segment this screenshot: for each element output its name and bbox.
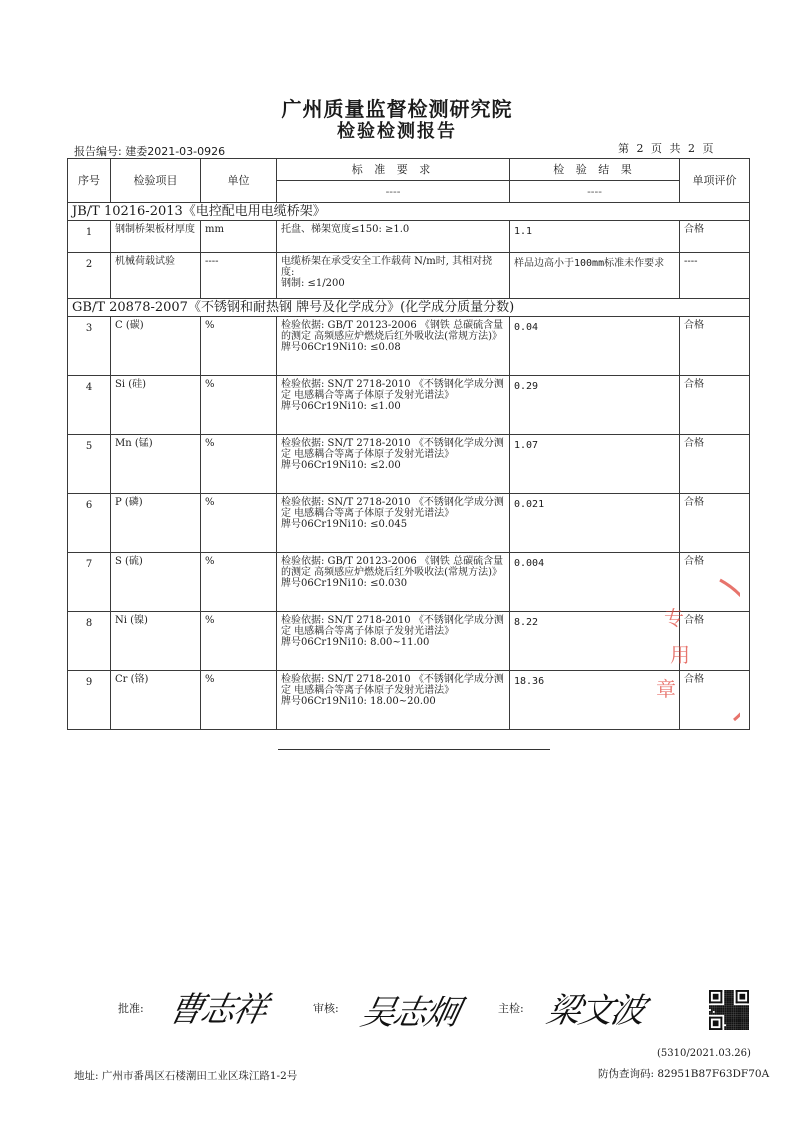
row-item: 机械荷载试验 <box>111 253 201 299</box>
row-requirement: 检验依据: SN/T 2718-2010 《不锈钢化学成分测定 电感耦合等离子体原子发射光谱法》 牌号06Cr19Ni10: 18.00~20.00 <box>277 671 510 730</box>
row-unit: % <box>201 317 277 376</box>
row-requirement: 电缆桥架在承受安全工作载荷 N/m时, 其相对挠度: 钢制: ≤1/200 <box>277 253 510 299</box>
row-result: 18.36 <box>510 671 680 730</box>
seal-char-1: 专 <box>664 606 684 630</box>
row-evaluation: 合格 <box>680 435 750 494</box>
row-unit: ---- <box>201 253 277 299</box>
row-seq: 2 <box>68 253 111 299</box>
table-row <box>68 435 750 494</box>
row-result: 0.29 <box>510 376 680 435</box>
chief-label: 主检: <box>498 1002 524 1015</box>
row-item: P (磷) <box>111 494 201 553</box>
row-evaluation: 合格 <box>680 317 750 376</box>
row-result: 0.04 <box>510 317 680 376</box>
row-result: 1.07 <box>510 435 680 494</box>
table-row <box>68 253 750 299</box>
table-row <box>68 221 750 253</box>
row-item: Ni (镍) <box>111 612 201 671</box>
col-evaluation: 单项评价 <box>680 159 750 203</box>
qr-code-icon <box>709 990 749 1030</box>
row-requirement: 检验依据: GB/T 20123-2006 《钢铁 总碳硫含量的测定 高频感应炉燃烧后红外吸收法(常规方法)》 牌号06Cr19Ni10: ≤0.030 <box>277 553 510 612</box>
row-unit: % <box>201 671 277 730</box>
row-unit: % <box>201 494 277 553</box>
seal-char-2: 用 <box>670 643 690 667</box>
report-code: (5310/2021.03.26) <box>657 1048 751 1059</box>
row-item: Mn (锰) <box>111 435 201 494</box>
row-result: 8.22 <box>510 612 680 671</box>
row-result: 样品边高小于100mm标准未作要求 <box>510 253 680 299</box>
row-evaluation: 合格 <box>680 376 750 435</box>
approve-signature: 曹志祥 <box>165 990 270 1030</box>
row-unit: mm <box>201 221 277 253</box>
col-requirement-sub: ---- <box>277 181 510 203</box>
row-item: 钢制桥架板材厚度 <box>111 221 201 253</box>
col-unit: 单位 <box>201 159 277 203</box>
col-seq: 序号 <box>68 159 111 203</box>
standard-heading: JB/T 10216-2013《电控配电用电缆桥架》 <box>68 203 750 221</box>
chief-signature: 梁文波 <box>543 991 648 1031</box>
col-item: 检验项目 <box>111 159 201 203</box>
review-signature: 吴志炯 <box>357 993 462 1033</box>
row-requirement: 检验依据: SN/T 2718-2010 《不锈钢化学成分测定 电感耦合等离子体原子发射光谱法》 牌号06Cr19Ni10: ≤1.00 <box>277 376 510 435</box>
anti-fake-code: 防伪查询码: 82951B87F63DF70A <box>598 1068 770 1080</box>
row-requirement: 托盘、梯架宽度≤150: ≥1.0 <box>277 221 510 253</box>
row-unit: % <box>201 553 277 612</box>
row-seq: 3 <box>68 317 111 376</box>
row-seq: 8 <box>68 612 111 671</box>
row-seq: 1 <box>68 221 111 253</box>
official-seal-icon <box>630 570 740 730</box>
row-evaluation: 合格 <box>680 494 750 553</box>
row-item: Cr (铬) <box>111 671 201 730</box>
row-seq: 6 <box>68 494 111 553</box>
row-requirement: 检验依据: SN/T 2718-2010 《不锈钢化学成分测定 电感耦合等离子体原子发射光谱法》 牌号06Cr19Ni10: ≤0.045 <box>277 494 510 553</box>
row-result: 1.1 <box>510 221 680 253</box>
row-unit: % <box>201 612 277 671</box>
row-result: 0.004 <box>510 553 680 612</box>
row-seq: 5 <box>68 435 111 494</box>
row-unit: % <box>201 435 277 494</box>
row-evaluation: 合格 <box>680 671 750 730</box>
row-item: C (碳) <box>111 317 201 376</box>
col-requirement: 标 准 要 求 <box>277 159 510 181</box>
row-evaluation: 合格 <box>680 221 750 253</box>
row-evaluation: 合格 <box>680 612 750 671</box>
row-item: Si (硅) <box>111 376 201 435</box>
row-requirement: 检验依据: SN/T 2718-2010 《不锈钢化学成分测定 电感耦合等离子体原子发射光谱法》 牌号06Cr19Ni10: ≤2.00 <box>277 435 510 494</box>
page-info: 第 2 页 共 2 页 <box>618 142 716 155</box>
row-seq: 4 <box>68 376 111 435</box>
seal-char-3: 章 <box>656 677 676 701</box>
address: 地址: 广州市番禺区石楼潮田工业区珠江路1-2号 <box>74 1070 298 1082</box>
report-title: 检验检测报告 <box>337 121 457 142</box>
review-label: 审核: <box>313 1002 339 1015</box>
approve-label: 批准: <box>118 1002 144 1015</box>
row-unit: % <box>201 376 277 435</box>
row-result: 0.021 <box>510 494 680 553</box>
row-requirement: 检验依据: SN/T 2718-2010 《不锈钢化学成分测定 电感耦合等离子体原子发射光谱法》 牌号06Cr19Ni10: 8.00~11.00 <box>277 612 510 671</box>
row-evaluation: 合格 <box>680 553 750 612</box>
row-requirement: 检验依据: GB/T 20123-2006 《钢铁 总碳硫含量的测定 高频感应炉燃烧后红外吸收法(常规方法)》 牌号06Cr19Ni10: ≤0.08 <box>277 317 510 376</box>
row-evaluation: ---- <box>680 253 750 299</box>
table-end-line <box>278 749 550 750</box>
col-result-sub: ---- <box>510 181 680 203</box>
standard-heading: GB/T 20878-2007《不锈钢和耐热钢 牌号及化学成分》(化学成分质量分数) <box>68 299 750 317</box>
col-result: 检 验 结 果 <box>510 159 680 181</box>
table-row <box>68 317 750 376</box>
row-seq: 7 <box>68 553 111 612</box>
row-item: S (硫) <box>111 553 201 612</box>
report-number: 报告编号: 建委2021-03-0926 <box>74 145 226 158</box>
table-row <box>68 376 750 435</box>
table-row <box>68 494 750 553</box>
row-seq: 9 <box>68 671 111 730</box>
org-title: 广州质量监督检测研究院 <box>281 97 513 121</box>
